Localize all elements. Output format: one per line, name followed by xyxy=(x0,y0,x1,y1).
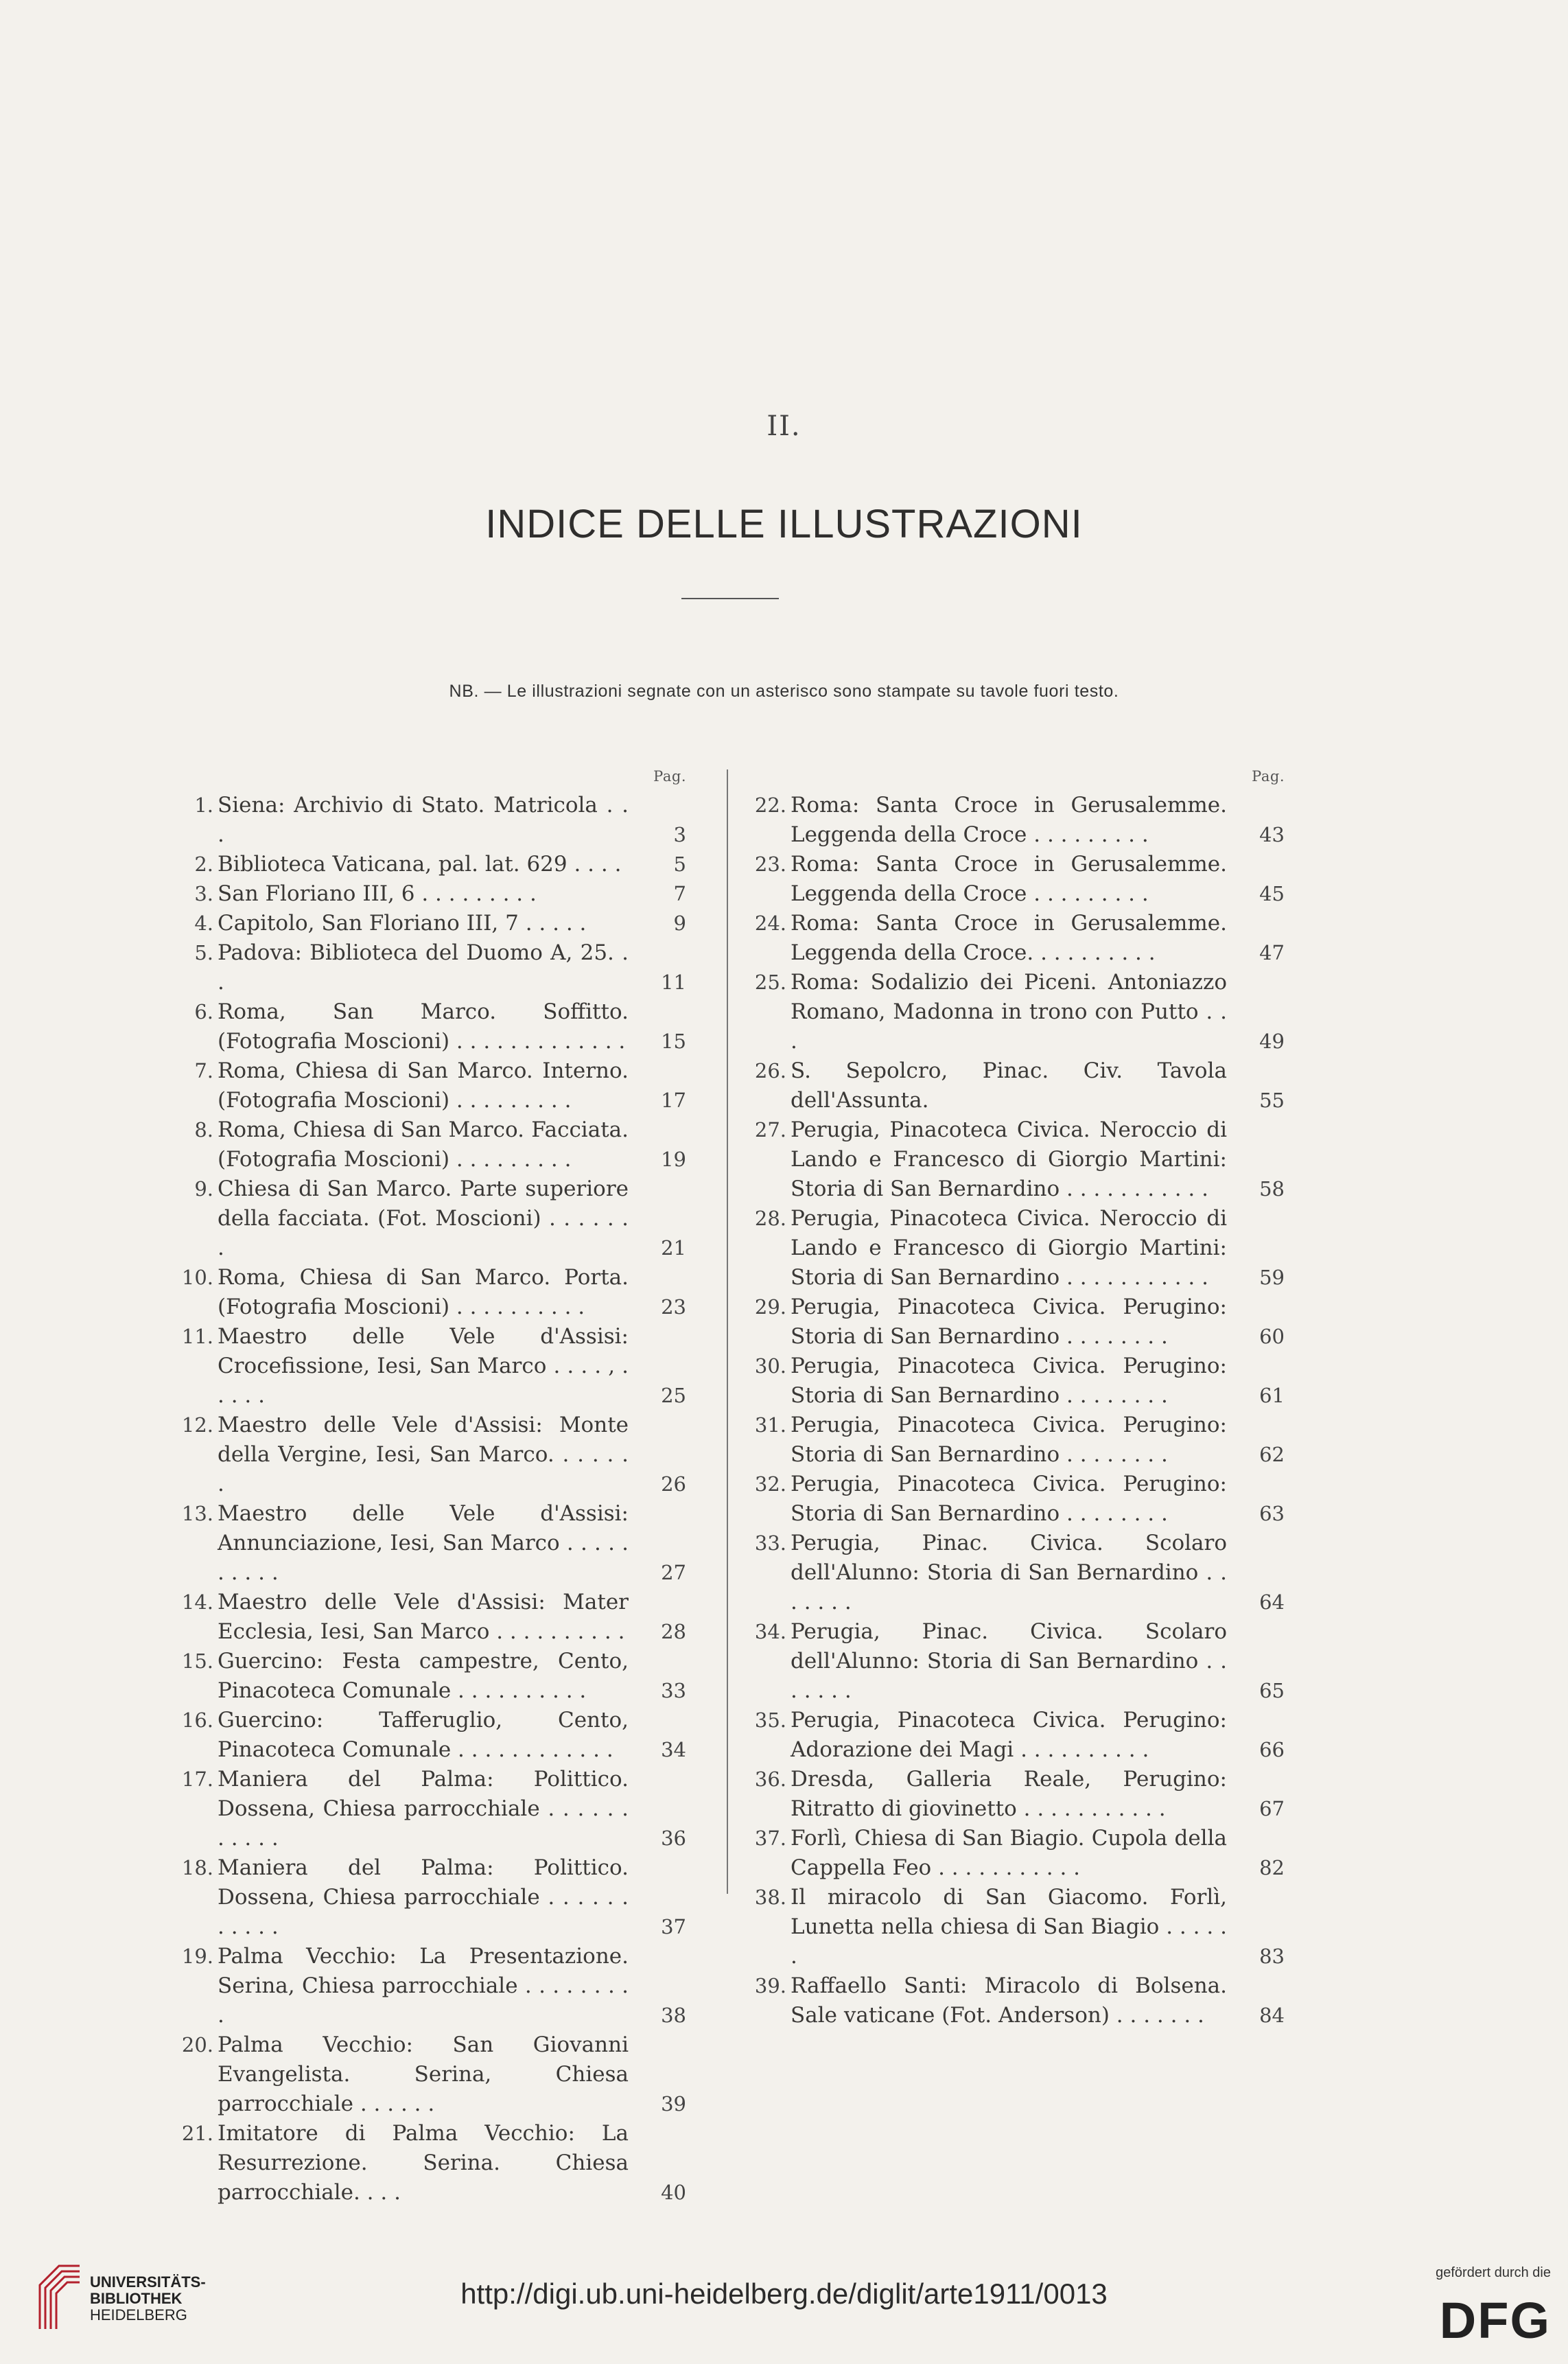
entry-caption: Roma, San Marco. Soffitto. (Fotografia Moscioni) . . . . . . . . . . . . . xyxy=(218,999,629,1054)
index-entry xyxy=(168,1853,686,1942)
index-entry xyxy=(168,997,686,1056)
index-entry xyxy=(168,1263,686,1322)
index-entry xyxy=(168,850,686,879)
index-entry xyxy=(168,1411,686,1499)
entry-number: 8. xyxy=(194,1118,213,1142)
entry-page-number: 45 xyxy=(1259,882,1285,905)
entry-number: 27. xyxy=(754,1118,786,1142)
entry-page-number: 59 xyxy=(1259,1266,1285,1289)
entry-number: 29. xyxy=(754,1295,786,1319)
index-entry xyxy=(741,1883,1285,1971)
title-divider xyxy=(681,598,779,599)
entry-number: 19. xyxy=(181,1945,213,1968)
entry-caption: Maestro delle Vele d'Assisi: Crocefissione, Iesi, San Marco . . . . , . . . . . xyxy=(218,1324,629,1408)
entry-caption: Chiesa di San Marco. Parte superiore della facciata. (Fot. Moscioni) . . . . . . . xyxy=(218,1177,629,1260)
index-entry xyxy=(741,1765,1285,1824)
pag-label-right: Pag. xyxy=(1252,768,1285,785)
entry-caption: Roma, Chiesa di San Marco. Porta. (Fotografia Moscioni) . . . . . . . . . . xyxy=(218,1265,629,1319)
index-entry xyxy=(741,1204,1285,1293)
entry-caption: Maniera del Palma: Polittico. Dossena, Chiesa parrocchiale . . . . . . . . . . . xyxy=(218,1855,629,1939)
entry-caption: Guercino: Festa campestre, Cento, Pinacoteca Comunale . . . . . . . . . . xyxy=(218,1649,629,1703)
index-entry xyxy=(168,1056,686,1115)
entry-page-number: 28 xyxy=(661,1620,686,1643)
index-entry xyxy=(741,1824,1285,1883)
index-entry xyxy=(168,1588,686,1647)
entry-number: 34. xyxy=(754,1620,786,1643)
entry-number: 36. xyxy=(754,1768,786,1791)
library-line-2: BIBLIOTHEK xyxy=(90,2290,183,2307)
funded-by-label: gefördert durch die xyxy=(1436,2265,1551,2280)
entry-number: 23. xyxy=(754,853,786,876)
entry-number: 12. xyxy=(181,1413,213,1437)
entry-number: 37. xyxy=(754,1827,786,1850)
entry-caption: Guercino: Tafferuglio, Cento, Pinacoteca Comunale . . . . . . . . . . . . xyxy=(218,1708,629,1762)
entry-number: 1. xyxy=(194,793,213,817)
entry-number: 38. xyxy=(754,1886,786,1909)
entry-number: 35. xyxy=(754,1708,786,1732)
entry-number: 33. xyxy=(754,1531,786,1555)
left-entry-list xyxy=(168,791,686,2207)
index-entry xyxy=(168,791,686,850)
entry-caption: Perugia, Pinacoteca Civica. Perugino: Storia di San Bernardino . . . . . . . . xyxy=(791,1354,1227,1408)
section-number: II. xyxy=(767,410,801,442)
entry-number: 22. xyxy=(754,793,786,817)
entry-caption: S. Sepolcro, Pinac. Civ. Tavola dell'Assunta. xyxy=(791,1058,1227,1113)
index-entry xyxy=(168,909,686,938)
entry-number: 15. xyxy=(181,1649,213,1673)
entry-caption: Raffaello Santi: Miracolo di Bolsena. Sale vaticane (Fot. Anderson) . . . . . . . xyxy=(791,1973,1227,2028)
entry-caption: Padova: Biblioteca del Duomo A, 25. . . xyxy=(218,940,629,995)
entry-caption: Dresda, Galleria Reale, Perugino: Ritratto di giovinetto . . . . . . . . . . . xyxy=(791,1767,1227,1821)
index-entry xyxy=(168,2030,686,2119)
entry-caption: Maestro delle Vele d'Assisi: Annunciazione, Iesi, San Marco . . . . . . . . . . xyxy=(218,1501,629,1585)
entry-caption: Perugia, Pinacoteca Civica. Perugino: Storia di San Bernardino . . . . . . . . xyxy=(791,1413,1227,1467)
entry-caption: Capitolo, San Floriano III, 7 . . . . . xyxy=(218,911,587,936)
index-entry xyxy=(741,909,1285,968)
entry-page-number: 3 xyxy=(673,823,686,846)
entry-number: 9. xyxy=(194,1177,213,1201)
index-entry xyxy=(741,1352,1285,1411)
entry-caption: Imitatore di Palma Vecchio: La Resurrezione. Serina. Chiesa parrocchiale. . . . xyxy=(218,2121,629,2205)
entry-number: 20. xyxy=(181,2033,213,2056)
entry-caption: Biblioteca Vaticana, pal. lat. 629 . . . . xyxy=(218,852,622,877)
entry-number: 5. xyxy=(194,941,213,964)
entry-page-number: 9 xyxy=(673,912,686,935)
index-entry xyxy=(741,968,1285,1056)
entry-page-number: 62 xyxy=(1259,1443,1285,1466)
entry-page-number: 60 xyxy=(1259,1325,1285,1348)
pag-label-left: Pag. xyxy=(653,768,686,785)
library-line-3: HEIDELBERG xyxy=(90,2306,187,2324)
index-entry xyxy=(741,1411,1285,1470)
entry-number: 14. xyxy=(181,1590,213,1614)
index-entry xyxy=(741,1971,1285,2030)
entry-page-number: 38 xyxy=(661,2004,686,2027)
entry-page-number: 39 xyxy=(661,2092,686,2116)
entry-page-number: 63 xyxy=(1259,1502,1285,1525)
entry-caption: Roma: Santa Croce in Gerusalemme. Leggenda della Croce. . . . . . . . . . xyxy=(791,911,1227,965)
index-entry xyxy=(741,850,1285,909)
entry-page-number: 43 xyxy=(1259,823,1285,846)
index-entry xyxy=(741,1115,1285,1204)
entry-page-number: 5 xyxy=(673,853,686,876)
entry-caption: Roma: Sodalizio dei Piceni. Antoniazzo Romano, Madonna in trono con Putto . . . xyxy=(791,970,1227,1054)
entry-number: 26. xyxy=(754,1059,786,1082)
entry-number: 17. xyxy=(181,1768,213,1791)
entry-page-number: 83 xyxy=(1259,1945,1285,1968)
entry-number: 4. xyxy=(194,912,213,935)
library-line-1: UNIVERSITÄTS- xyxy=(90,2273,206,2291)
page-title: INDICE DELLE ILLUSTRAZIONI xyxy=(485,502,1083,546)
entry-caption: Palma Vecchio: San Giovanni Evangelista. Serina, Chiesa parrocchiale . . . . . . xyxy=(218,2032,629,2116)
entry-caption: Perugia, Pinacoteca Civica. Perugino: Storia di San Bernardino . . . . . . . . xyxy=(791,1295,1227,1349)
entry-number: 18. xyxy=(181,1856,213,1879)
entry-caption: Perugia, Pinac. Civica. Scolaro dell'Alunno: Storia di San Bernardino . . . . . . . xyxy=(791,1619,1227,1703)
entry-number: 3. xyxy=(194,882,213,905)
entry-page-number: 65 xyxy=(1259,1679,1285,1702)
entry-page-number: 40 xyxy=(661,2181,686,2204)
index-entry xyxy=(741,1293,1285,1352)
entry-page-number: 84 xyxy=(1259,2004,1285,2027)
entry-page-number: 23 xyxy=(661,1295,686,1319)
entry-caption: San Floriano III, 6 . . . . . . . . . xyxy=(218,881,537,906)
entry-caption: Roma: Santa Croce in Gerusalemme. Leggenda della Croce . . . . . . . . . xyxy=(791,852,1227,906)
index-entry xyxy=(741,1470,1285,1529)
entry-page-number: 27 xyxy=(661,1561,686,1584)
entry-number: 39. xyxy=(754,1974,786,1997)
entry-number: 28. xyxy=(754,1207,786,1230)
index-entry xyxy=(168,1942,686,2030)
entry-page-number: 26 xyxy=(661,1472,686,1496)
index-entry xyxy=(741,791,1285,850)
left-column xyxy=(168,768,686,2207)
entry-number: 2. xyxy=(194,853,213,876)
right-column xyxy=(741,768,1285,2030)
index-entry xyxy=(168,879,686,909)
index-entry xyxy=(168,1115,686,1174)
entry-caption: Perugia, Pinacoteca Civica. Perugino: Adorazione dei Magi . . . . . . . . . . xyxy=(791,1708,1227,1762)
entry-page-number: 17 xyxy=(661,1089,686,1112)
index-entry xyxy=(168,1174,686,1263)
entry-number: 25. xyxy=(754,971,786,994)
entry-page-number: 61 xyxy=(1259,1384,1285,1407)
entry-number: 30. xyxy=(754,1354,786,1378)
entry-caption: Roma, Chiesa di San Marco. Facciata. (Fotografia Moscioni) . . . . . . . . . xyxy=(218,1117,629,1172)
entry-caption: Palma Vecchio: La Presentazione. Serina, Chiesa parrocchiale . . . . . . . . . xyxy=(218,1944,629,2028)
entry-number: 7. xyxy=(194,1059,213,1082)
dfg-logo xyxy=(1393,2265,1551,2349)
entry-page-number: 47 xyxy=(1259,941,1285,964)
entry-page-number: 7 xyxy=(673,882,686,905)
entry-number: 11. xyxy=(181,1325,213,1348)
entry-number: 21. xyxy=(181,2122,213,2145)
entry-caption: Roma: Santa Croce in Gerusalemme. Leggenda della Croce . . . . . . . . . xyxy=(791,793,1227,847)
entry-caption: Perugia, Pinacoteca Civica. Perugino: Storia di San Bernardino . . . . . . . . xyxy=(791,1472,1227,1526)
entry-number: 16. xyxy=(181,1708,213,1732)
index-entry xyxy=(168,938,686,997)
entry-number: 32. xyxy=(754,1472,786,1496)
index-entry xyxy=(168,1765,686,1853)
dfg-mark: DFG xyxy=(1439,2292,1551,2349)
entry-number: 6. xyxy=(194,1000,213,1023)
entry-caption: Perugia, Pinac. Civica. Scolaro dell'Alunno: Storia di San Bernardino . . . . . . . xyxy=(791,1531,1227,1614)
entry-caption: Perugia, Pinacoteca Civica. Neroccio di Lando e Francesco di Giorgio Martini: Storia di San Bernardino . . . . . . . . . . . xyxy=(791,1206,1227,1290)
entry-page-number: 55 xyxy=(1259,1089,1285,1112)
entry-caption: Perugia, Pinacoteca Civica. Neroccio di Lando e Francesco di Giorgio Martini: Storia di San Bernardino . . . . . . . . . . . xyxy=(791,1117,1227,1201)
right-entry-list xyxy=(741,791,1285,2030)
entry-caption: Maestro delle Vele d'Assisi: Monte della Vergine, Iesi, San Marco. . . . . . . xyxy=(218,1413,629,1496)
entry-caption: Siena: Archivio di Stato. Matricola . . . xyxy=(218,793,629,847)
entry-caption: Roma, Chiesa di San Marco. Interno. (Fotografia Moscioni) . . . . . . . . . xyxy=(218,1058,629,1113)
entry-page-number: 64 xyxy=(1259,1590,1285,1614)
entry-number: 10. xyxy=(181,1266,213,1289)
index-entry xyxy=(168,2119,686,2207)
entry-number: 24. xyxy=(754,912,786,935)
entry-caption: Forlì, Chiesa di San Biagio. Cupola della Cappella Feo . . . . . . . . . . . xyxy=(791,1826,1227,1880)
index-entry xyxy=(168,1322,686,1411)
entry-number: 31. xyxy=(754,1413,786,1437)
entry-page-number: 67 xyxy=(1259,1797,1285,1820)
index-entry xyxy=(741,1706,1285,1765)
entry-page-number: 37 xyxy=(661,1915,686,1938)
entry-page-number: 25 xyxy=(661,1384,686,1407)
entry-page-number: 49 xyxy=(1259,1030,1285,1053)
entry-page-number: 19 xyxy=(661,1148,686,1171)
column-divider xyxy=(727,769,728,1894)
entry-page-number: 11 xyxy=(661,971,686,994)
index-entry xyxy=(741,1617,1285,1706)
entry-caption: Il miracolo di San Giacomo. Forlì, Lunetta nella chiesa di San Biagio . . . . . . xyxy=(791,1885,1227,1969)
entry-page-number: 15 xyxy=(661,1030,686,1053)
entry-caption: Maestro delle Vele d'Assisi: Mater Ecclesia, Iesi, San Marco . . . . . . . . . . xyxy=(218,1590,629,1644)
entry-page-number: 33 xyxy=(661,1679,686,1702)
source-url-link[interactable]: http://digi.ub.uni-heidelberg.de/diglit/arte1911/0013 xyxy=(460,2278,1108,2310)
index-entry xyxy=(741,1056,1285,1115)
entry-page-number: 34 xyxy=(661,1738,686,1761)
nb-note: NB. — Le illustrazioni segnate con un asterisco sono stampate su tavole fuori testo. xyxy=(449,682,1119,701)
index-entry xyxy=(741,1529,1285,1617)
entry-number: 13. xyxy=(181,1502,213,1525)
entry-page-number: 58 xyxy=(1259,1177,1285,1201)
entry-page-number: 21 xyxy=(661,1236,686,1260)
entry-page-number: 82 xyxy=(1259,1856,1285,1879)
entry-page-number: 36 xyxy=(661,1827,686,1850)
index-entry xyxy=(168,1706,686,1765)
index-entry xyxy=(168,1647,686,1706)
index-entry xyxy=(168,1499,686,1588)
entry-page-number: 66 xyxy=(1259,1738,1285,1761)
entry-caption: Maniera del Palma: Polittico. Dossena, Chiesa parrocchiale . . . . . . . . . . . xyxy=(218,1767,629,1851)
